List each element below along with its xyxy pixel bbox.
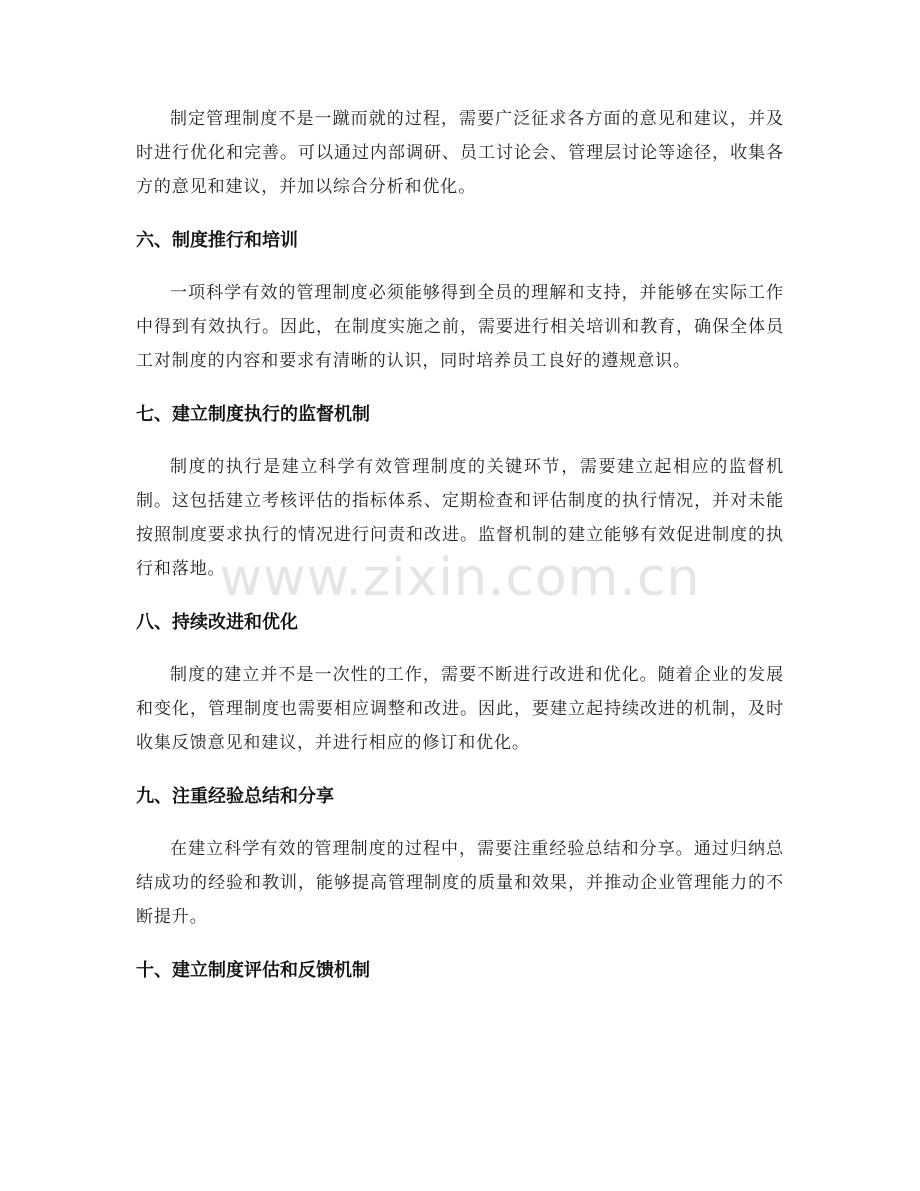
paragraph-section-6: 一项科学有效的管理制度必须能够得到全员的理解和支持，并能够在实际工作中得到有效执行。因此，在制度实施之前，需要进行相关培训和教育，确保全体员工对制度的内容和要求有清晰的认识，同时培养员工良好的遵规意识。 (136, 283, 784, 371)
paragraph-section-9: 在建立科学有效的管理制度的过程中，需要注重经验总结和分享。通过归纳总结成功的经验和教训，能够提高管理制度的质量和效果，并推动企业管理能力的不断提升。 (136, 839, 784, 927)
section-heading-6: 六、制度推行和培训 (136, 230, 298, 251)
paragraph-section-8: 制度的建立并不是一次性的工作，需要不断进行改进和优化。随着企业的发展和变化，管理制度也需要相应调整和改进。因此，要建立起持续改进的机制，及时收集反馈意见和建议，并进行相应的修订和优化。 (136, 665, 784, 753)
section-heading-7: 七、建立制度执行的监督机制 (136, 404, 370, 425)
watermark: www.zixin.com.cn (219, 548, 701, 608)
section-heading-10: 十、建立制度评估和反馈机制 (136, 960, 370, 981)
paragraph-section-7: 制度的执行是建立科学有效管理制度的关键环节，需要建立起相应的监督机制。这包括建立考核评估的指标体系、定期检查和评估制度的执行情况，并对未能按照制度要求执行的情况进行问责和改进。监督机制的建立能够有效促进制度的执行和落地。 (136, 457, 784, 579)
section-heading-9: 九、注重经验总结和分享 (136, 786, 334, 807)
section-heading-8: 八、持续改进和优化 (136, 612, 298, 633)
paragraph-intro: 制定管理制度不是一蹴而就的过程，需要广泛征求各方面的意见和建议，并及时进行优化和完善。可以通过内部调研、员工讨论会、管理层讨论等途径，收集各方的意见和建议，并加以综合分析和优化。 (136, 109, 784, 197)
document-body (136, 102, 784, 988)
